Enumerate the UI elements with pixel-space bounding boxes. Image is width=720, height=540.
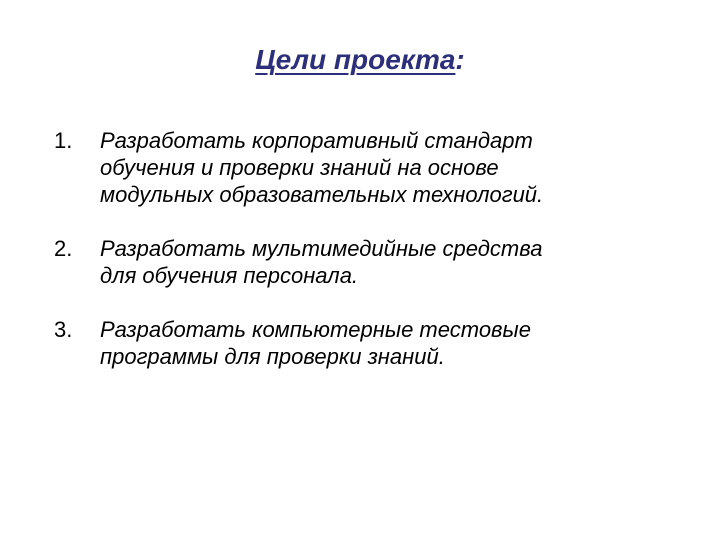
slide-title bbox=[0, 40, 720, 80]
slide-title-colon: : bbox=[455, 44, 465, 75]
goal-line: модульных образовательных технологий. bbox=[100, 182, 544, 207]
goal-line: для обучения персонала. bbox=[100, 263, 359, 288]
goal-item-2 bbox=[54, 235, 694, 289]
goal-line: Разработать корпоративный стандарт bbox=[100, 128, 533, 153]
goal-number: 2. bbox=[54, 236, 73, 261]
goal-line: обучения и проверки знаний на основе bbox=[100, 155, 499, 180]
goal-number: 3. bbox=[54, 317, 73, 342]
goal-item-3 bbox=[54, 316, 694, 370]
goal-number: 1. bbox=[54, 128, 73, 153]
goal-line: Разработать мультимедийные средства bbox=[100, 236, 543, 261]
goal-line: программы для проверки знаний. bbox=[100, 344, 445, 369]
goals-list bbox=[54, 127, 694, 397]
goal-item-1 bbox=[54, 127, 694, 208]
goal-line: Разработать компьютерные тестовые bbox=[100, 317, 531, 342]
slide-title-main: Цели проекта bbox=[255, 44, 456, 75]
